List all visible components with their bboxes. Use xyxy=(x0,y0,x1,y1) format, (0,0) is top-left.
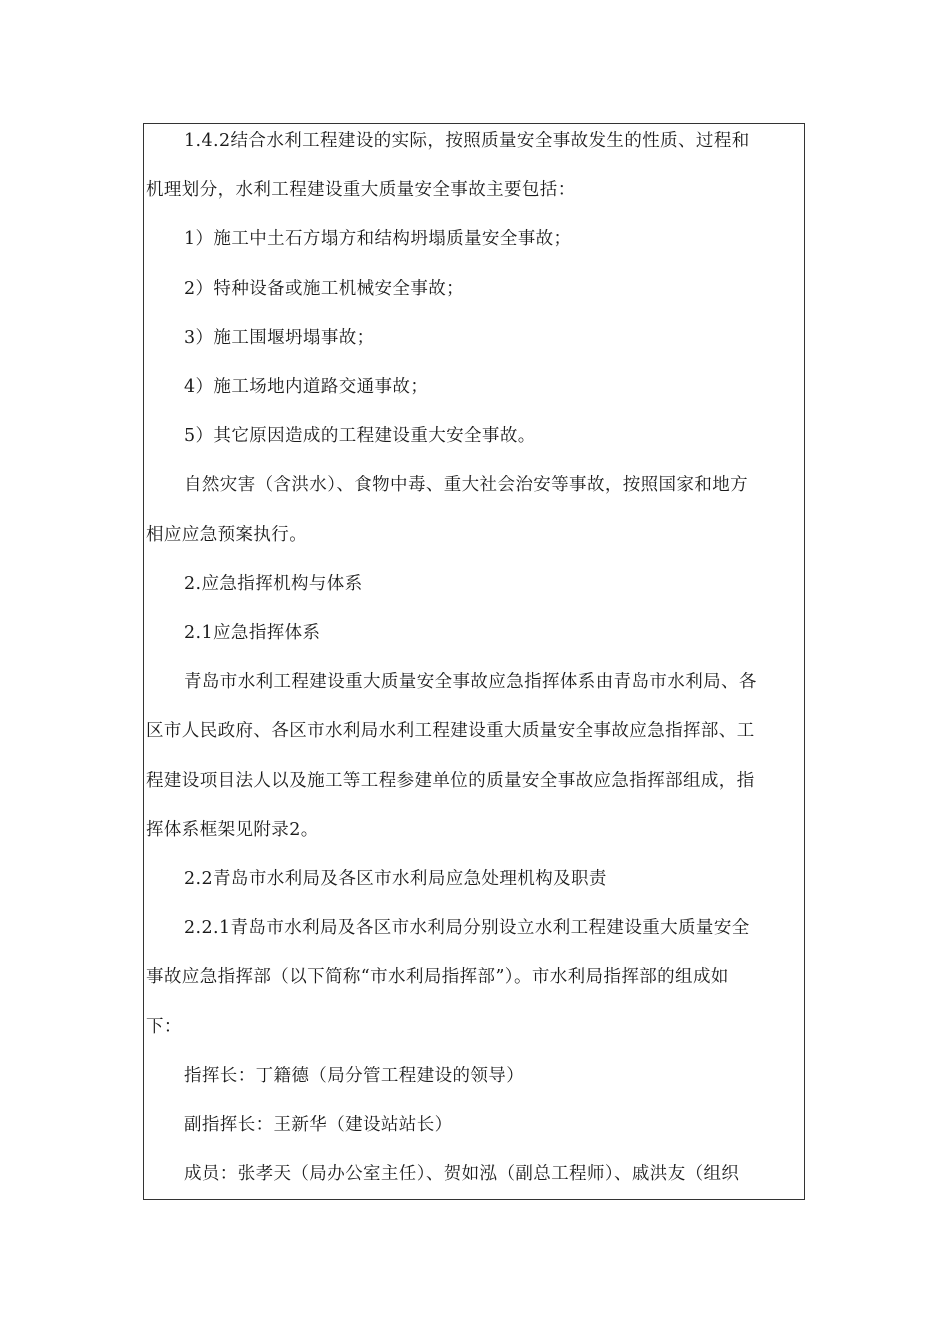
document-line: 挥体系框架见附录2。 xyxy=(146,819,319,840)
document-line: 程建设项目法人以及施工等工程参建单位的质量安全事故应急指挥部组成，指 xyxy=(146,770,755,791)
document-line: 2）特种设备或施工机械安全事故； xyxy=(184,278,465,299)
document-line: 1.4.2结合水利工程建设的实际，按照质量安全事故发生的性质、过程和 xyxy=(184,131,750,151)
document-line: 区市人民政府、各区市水利局水利工程建设重大质量安全事故应急指挥部、工 xyxy=(146,721,755,742)
document-line: 2.2.1青岛市水利局及各区市水利局分别设立水利工程建设重大质量安全 xyxy=(184,918,750,939)
document-line: 2.1应急指挥体系 xyxy=(184,623,321,644)
document-line: 副指挥长：王新华（建设站站长） xyxy=(184,1115,453,1136)
document-line: 4）施工场地内道路交通事故； xyxy=(184,377,429,398)
document-line: 事故应急指挥部（以下简称“市水利局指挥部”）。市水利局指挥部的组成如 xyxy=(146,967,729,988)
document-line: 机理划分，水利工程建设重大质量安全事故主要包括： xyxy=(146,180,576,201)
document-line: 指挥长：丁籍德（局分管工程建设的领导） xyxy=(184,1065,525,1086)
document-line: 相应应急预案执行。 xyxy=(146,524,308,545)
document-line: 3）施工围堰坍塌事故； xyxy=(184,327,375,348)
document-line: 2.2青岛市水利局及各区市水利局应急处理机构及职责 xyxy=(184,869,607,890)
document-line: 自然灾害（含洪水）、食物中毒、重大社会治安等事故，按照国家和地方 xyxy=(184,475,749,496)
document-line: 下： xyxy=(146,1016,182,1037)
document-body xyxy=(144,123,804,1199)
document-line: 2.应急指挥机构与体系 xyxy=(184,573,363,594)
document-line: 青岛市水利工程建设重大质量安全事故应急指挥体系由青岛市水利局、各 xyxy=(184,672,757,693)
document-line: 成员：张孝天（局办公室主任）、贺如泓（副总工程师）、戚洪友（组织 xyxy=(184,1164,740,1185)
document-line: 5）其它原因造成的工程建设重大安全事故。 xyxy=(184,426,536,447)
document-frame xyxy=(143,123,805,1200)
document-line: 1）施工中土石方塌方和结构坍塌质量安全事故； xyxy=(184,229,572,250)
